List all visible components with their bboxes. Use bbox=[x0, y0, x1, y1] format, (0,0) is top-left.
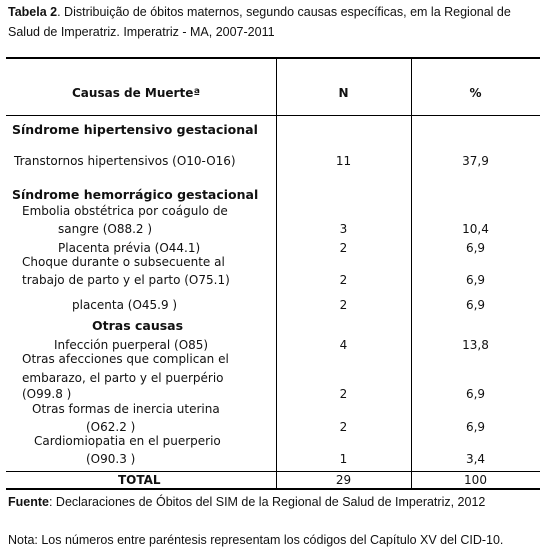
source-label: Fuente bbox=[8, 495, 49, 509]
caption-label: Tabela 2 bbox=[8, 5, 58, 19]
n-row-6: 4 bbox=[339, 338, 348, 352]
cause-row-1: Transtornos hipertensivos (O10-O16) bbox=[14, 154, 236, 168]
cause-row-2a: Embolia obstétrica por coágulo de bbox=[22, 204, 228, 218]
cause-row-8a: Otras formas de inercia uterina bbox=[32, 402, 220, 416]
bottom-rule bbox=[6, 488, 540, 490]
codes-note: Nota: Los números entre paréntesis representam los códigos del Capítulo XV del CID-10. bbox=[8, 533, 504, 547]
n-row-2: 3 bbox=[339, 222, 348, 236]
cause-row-7a: Otras afecciones que complican el bbox=[22, 352, 229, 366]
total-n: 29 bbox=[335, 473, 352, 487]
n-row-3: 2 bbox=[339, 241, 348, 255]
cause-row-5: placenta (O45.9 ) bbox=[72, 298, 178, 312]
cause-row-9a: Cardiomiopatia en el puerperio bbox=[34, 434, 221, 448]
n-row-4: 2 bbox=[339, 273, 348, 287]
pct-row-3: 6,9 bbox=[465, 241, 486, 255]
source-note bbox=[8, 492, 530, 512]
pct-row-5: 6,9 bbox=[465, 298, 486, 312]
group-other: Otras causas bbox=[92, 318, 184, 333]
cause-row-9b: (O90.3 ) bbox=[86, 452, 136, 466]
cause-row-4a: Choque durante o subsecuente al bbox=[22, 255, 225, 269]
pct-row-9: 3,4 bbox=[465, 452, 486, 466]
pct-row-4: 6,9 bbox=[465, 273, 486, 287]
header-rule bbox=[6, 115, 540, 116]
pct-row-6: 13,8 bbox=[462, 338, 489, 352]
cause-row-7b: embarazo, el parto y el puerpério bbox=[22, 371, 224, 385]
group-hemorrhagic: Síndrome hemorrágico gestacional bbox=[12, 187, 259, 202]
cause-row-6: Infección puerperal (O85) bbox=[54, 338, 209, 352]
group-hypertensive: Síndrome hipertensivo gestacional bbox=[12, 122, 258, 137]
n-row-5: 2 bbox=[339, 298, 348, 312]
caption-text: . Distribuição de óbitos maternos, segundo causas específicas, em la Regional de Salud de Imperatriz. Imperatriz - MA, 2007-2011 bbox=[8, 5, 511, 39]
top-rule bbox=[6, 57, 540, 59]
pct-row-7: 6,9 bbox=[465, 387, 486, 401]
n-row-8: 2 bbox=[339, 420, 348, 434]
n-row-7: 2 bbox=[339, 387, 348, 401]
cause-row-7c: (O99.8 ) bbox=[22, 387, 72, 401]
cause-row-8b: (O62.2 ) bbox=[86, 420, 136, 434]
pct-row-2: 10,4 bbox=[462, 222, 489, 236]
cause-row-4b: trabajo de parto y el parto (O75.1) bbox=[22, 273, 230, 287]
total-top-rule bbox=[6, 471, 540, 472]
header-pct: % bbox=[469, 86, 482, 100]
n-row-9: 1 bbox=[339, 452, 348, 466]
pct-row-8: 6,9 bbox=[465, 420, 486, 434]
total-label: TOTAL bbox=[118, 473, 161, 487]
source-text: : Declaraciones de Óbitos del SIM de la Regional de Salud de Imperatriz, 2012 bbox=[48, 495, 486, 509]
cause-row-2b: sangre (O88.2 ) bbox=[58, 222, 153, 236]
n-row-1: 11 bbox=[335, 154, 352, 168]
header-causes: Causas de Muerteª bbox=[72, 86, 201, 100]
table-caption bbox=[8, 2, 538, 42]
total-pct: 100 bbox=[464, 473, 487, 487]
header-n: N bbox=[338, 86, 349, 100]
cause-row-3: Placenta prévia (O44.1) bbox=[58, 241, 201, 255]
pct-row-1: 37,9 bbox=[462, 154, 489, 168]
